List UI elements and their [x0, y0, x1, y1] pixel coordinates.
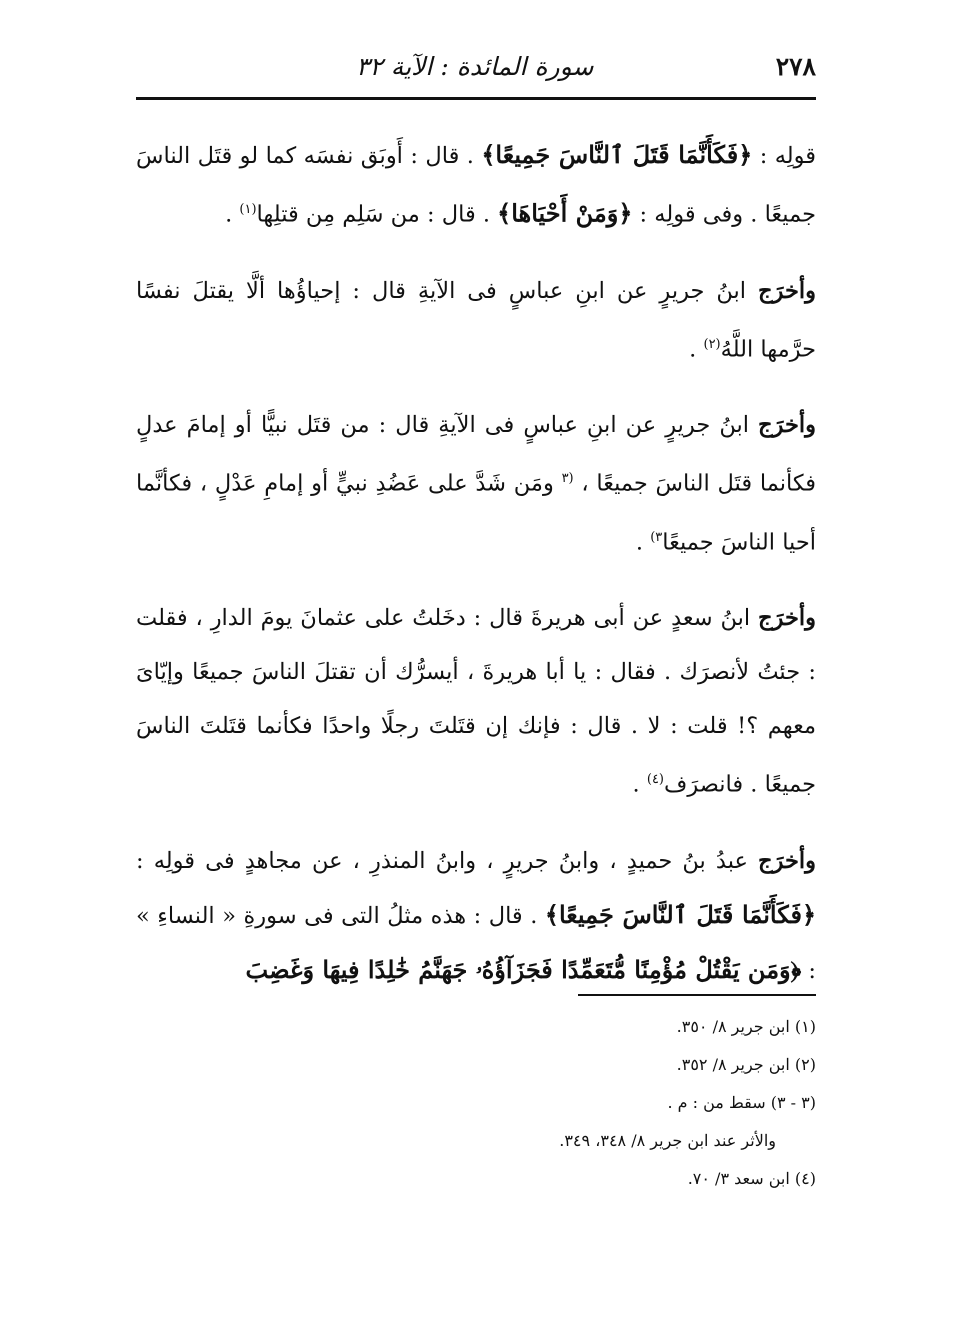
paragraph-lead: وأخرَج — [758, 412, 816, 438]
text-run: ابنُ جريرٍ عن ابنِ عباسٍ فى الآيةِ قال : من قتَل نبيًّا أو إمامَ عدلٍ فكأنما قتَل الناسَ جميعًا ، — [136, 412, 816, 497]
footnote-item: (٤) ابن سعد ٣/ ٧٠. — [687, 1169, 816, 1188]
footnote-ref: (١) — [239, 202, 257, 217]
paragraph — [136, 128, 816, 242]
running-title: سورة المائدة : الآية ٣٢ — [356, 52, 594, 81]
quran-verse: ﴿فَكَأَنَّمَا قَتَلَ ٱلنَّاسَ جَمِيعًا﴾ — [481, 140, 753, 169]
text-run: . — [689, 336, 704, 362]
text-run: . — [225, 201, 240, 228]
footnote-ref: (٢) — [703, 336, 721, 352]
footnote-item: (١) ابن جرير ٨/ ٣٥٠. — [676, 1017, 816, 1036]
text-run: ومَن شَدَّ على عَضُدِ نبيٍّ أو إمامِ عَدْلٍ ، فكأنَّما أحيا الناسَ جميعًا — [136, 470, 816, 555]
quran-verse: ﴿وَمَنْ أَحْيَاهَا﴾ — [497, 198, 633, 228]
text-run: . قال : هذه مثلُ التى فى سورةِ « النساءِ » : — [136, 902, 816, 984]
footnotes — [136, 1008, 816, 1198]
paragraph-lead: وأخرَج — [758, 847, 816, 874]
text-run: عبدُ بنُ حميدٍ ، وابنُ جريرٍ ، وابنُ المنذرِ ، عن مجاهدٍ فى قولِه : — [136, 847, 759, 874]
paragraph-lead: وأخرَج — [758, 605, 816, 631]
paragraph — [136, 398, 816, 569]
text-run: . — [635, 529, 651, 555]
footnote-ref: ٣) — [650, 529, 663, 545]
paragraph — [136, 591, 816, 812]
text-run: . قال : أَوبَق نفسَه كما لو قتَل الناسَ جميعًا . وفى قولِه : — [136, 143, 816, 228]
footnote-ref: (٤) — [646, 772, 664, 787]
paragraph-lead: وأخرَج — [758, 277, 816, 304]
footnote-divider — [578, 994, 816, 996]
header-divider — [136, 97, 816, 100]
paragraph — [136, 264, 816, 377]
footnote-item: (٣ - ٣) سقط من : م . — [667, 1093, 816, 1112]
text-run: . قال : من سَلِم مِن قتلِها — [256, 201, 498, 228]
text-run: . — [632, 771, 647, 798]
footnote-item: والأثر عند ابن جرير ٨/ ٣٤٨، ٣٤٩. — [559, 1131, 776, 1150]
page-number: ٢٧٨ — [775, 52, 816, 81]
footnote-ref: (٣ — [561, 471, 574, 486]
text-run: ابنُ سعدٍ عن أبى هريرةَ قال : دخَلتُ على عثمانَ يومَ الدارِ ، فقلت : جئتُ لأنصرَك . فقال : يا أبا هريرةَ ، أيسرُّك أن تقتلَ الناسَ جميعًا وإيّاىَ معهم ؟! قلت : لا . قال : فإنك إن قتَلتَ رجلًا واحدًا فكأنما قتَلتَ الناسَ جميعًا . فانصرَف — [136, 605, 816, 798]
text-run: قولِه : — [752, 143, 817, 169]
paragraph — [136, 834, 816, 998]
main-text — [136, 128, 816, 1020]
quran-verse: ﴿وَمَن يَقْتُلْ مُؤْمِنًا مُّتَعَمِّدًا فَجَزَآؤُهُۥ جَهَنَّمُ خَٰلِدًا فِيهَا وَغَضِبَ — [245, 954, 802, 984]
footnote-item: (٢) ابن جرير ٨/ ٣٥٢. — [676, 1055, 816, 1074]
text-run: ابنُ جريرٍ عن ابنِ عباسٍ فى الآيةِ قال : إحياؤُها ألَّا يقتلَ نفسًا حرَّمها اللَّهُ — [136, 277, 816, 362]
page-header — [136, 48, 816, 88]
quran-verse: ﴿فَكَأَنَّمَا قَتَلَ ٱلنَّاسَ جَمِيعًا﴾ — [544, 899, 817, 929]
